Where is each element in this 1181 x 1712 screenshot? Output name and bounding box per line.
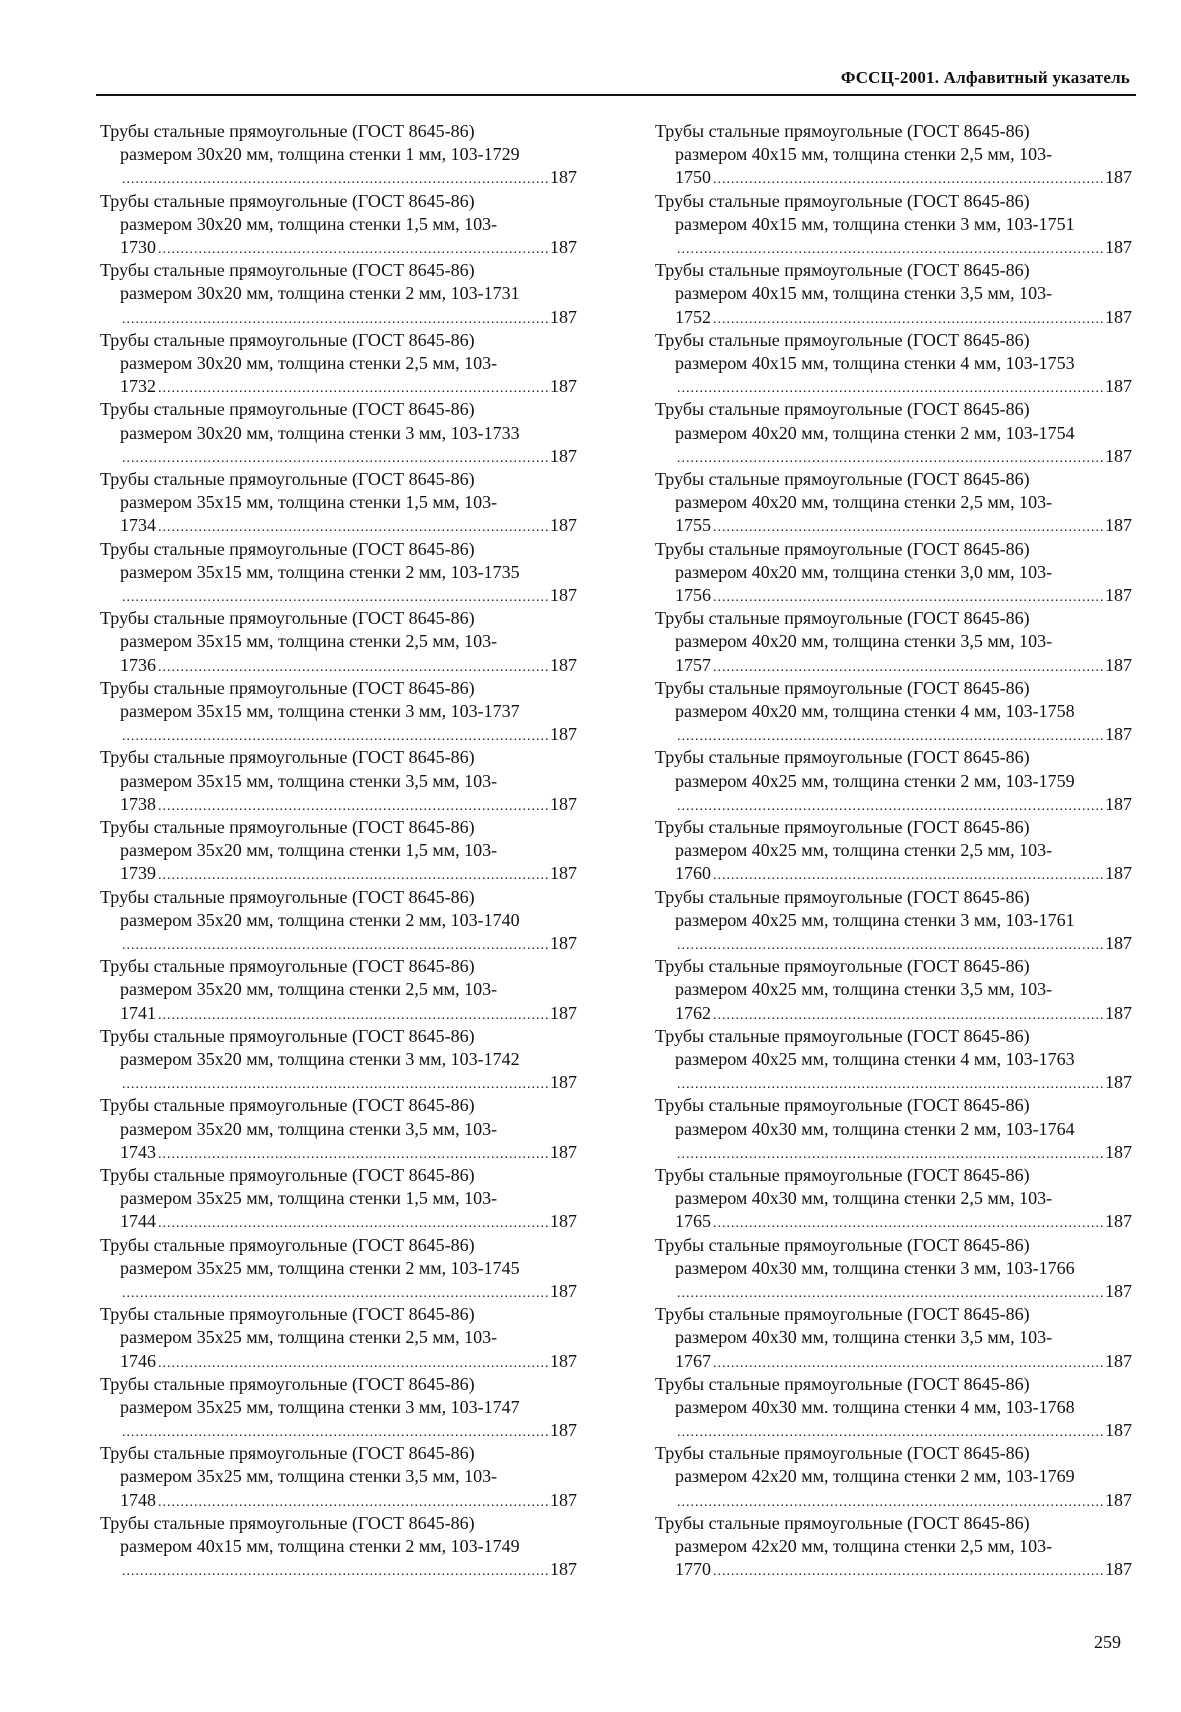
entry-title: Трубы стальные прямоугольные (ГОСТ 8645-86): [100, 1443, 475, 1464]
entry-page-ref: 187: [1105, 237, 1132, 257]
entry-leader-line: [100, 1350, 577, 1375]
index-entry: [655, 746, 1132, 816]
dot-leader: [677, 1421, 1103, 1444]
dot-leader: [158, 656, 548, 679]
entry-page-ref: 187: [550, 1489, 577, 1510]
index-entry: [100, 677, 577, 747]
index-entry: [100, 259, 577, 329]
dot-leader: [713, 656, 1103, 679]
entry-leader-line: [100, 445, 577, 470]
dot-leader: [677, 238, 1103, 261]
dot-leader: [158, 1004, 548, 1027]
entry-code-continuation: 1736: [120, 654, 156, 675]
dot-leader: [122, 1073, 548, 1096]
entry-page-ref: 187: [550, 1002, 577, 1023]
dot-leader: [713, 1352, 1103, 1375]
entry-page-ref: 187: [1105, 515, 1132, 536]
entry-leader-line: [100, 1002, 577, 1027]
index-entry: [100, 886, 577, 956]
entry-description: размером 40х15 мм, толщина стенки 3 мм, 103-1751: [675, 213, 1075, 234]
index-entry: [100, 190, 577, 260]
entry-title: Трубы стальные прямоугольные (ГОСТ 8645-86): [655, 260, 1030, 281]
entry-description: размером 35х25 мм, толщина стенки 2 мм, 103-1745: [120, 1257, 520, 1278]
entry-title: Трубы стальные прямоугольные (ГОСТ 8645-86): [655, 1443, 1030, 1464]
entry-leader-line: [655, 1210, 1132, 1235]
dot-leader: [158, 1491, 548, 1514]
entry-leader-line: [100, 1419, 577, 1444]
entry-description: размером 40х30 мм, толщина стенки 2,5 мм, 103-: [675, 1188, 1053, 1209]
entry-code-continuation: 1748: [120, 1489, 156, 1510]
entry-description: размером 35х25 мм, толщина стенки 3,5 мм, 103-: [120, 1466, 498, 1487]
entry-description: размером 35х20 мм, толщина стенки 3 мм, 103-1742: [120, 1048, 520, 1069]
entry-description: размером 35х15 мм, толщина стенки 2 мм, 103-1735: [120, 561, 520, 582]
index-entry: [100, 1025, 577, 1095]
entry-description: размером 30х20 мм, толщина стенки 2,5 мм, 103-: [120, 352, 498, 373]
dot-leader: [713, 864, 1103, 887]
index-entry: [655, 1303, 1132, 1373]
entry-code-continuation: 1765: [675, 1211, 711, 1232]
entry-leader-line: [655, 1280, 1132, 1305]
entry-title: Трубы стальные прямоугольные (ГОСТ 8645-86): [655, 608, 1030, 629]
entry-title: Трубы стальные прямоугольные (ГОСТ 8645-86): [100, 1373, 475, 1394]
entry-leader-line: [655, 862, 1132, 887]
entry-page-ref: 187: [1105, 793, 1132, 814]
index-entry: [655, 538, 1132, 608]
entry-title: Трубы стальные прямоугольные (ГОСТ 8645-86): [655, 1234, 1030, 1255]
entry-page-ref: 187: [550, 1350, 577, 1371]
entry-description: размером 42х20 мм, толщина стенки 2 мм, 103-1769: [675, 1466, 1075, 1487]
entry-description: размером 40х30 мм, толщина стенки 3,5 мм, 103-: [675, 1327, 1053, 1348]
entry-description: размером 40х30 мм. толщина стенки 4 мм, 103-1768: [675, 1396, 1075, 1417]
entry-description: размером 40х25 мм, толщина стенки 2,5 мм, 103-: [675, 840, 1053, 861]
entry-leader-line: [655, 932, 1132, 957]
entry-description: размером 35х15 мм, толщина стенки 2,5 мм, 103-: [120, 631, 498, 652]
entry-page-ref: 187: [1105, 306, 1132, 327]
entry-description: размером 40х15 мм, толщина стенки 2 мм, 103-1749: [120, 1536, 520, 1557]
index-entry: [100, 1164, 577, 1234]
entry-page-ref: 187: [550, 932, 577, 953]
index-entry: [100, 398, 577, 468]
entry-page-ref: 187: [550, 1072, 577, 1093]
entry-title: Трубы стальные прямоугольные (ГОСТ 8645-86): [100, 399, 475, 420]
dot-leader: [158, 795, 548, 818]
entry-description: размером 40х15 мм, толщина стенки 3,5 мм, 103-: [675, 283, 1053, 304]
index-entry: [100, 468, 577, 538]
dot-leader: [677, 377, 1103, 400]
entry-title: Трубы стальные прямоугольные (ГОСТ 8645-86): [655, 329, 1030, 350]
entry-title: Трубы стальные прямоугольные (ГОСТ 8645-86): [100, 1095, 475, 1116]
entry-title: Трубы стальные прямоугольные (ГОСТ 8645-86): [100, 1512, 475, 1533]
entry-description: размером 40х25 мм, толщина стенки 3 мм, 103-1761: [675, 909, 1075, 930]
index-entry: [655, 955, 1132, 1025]
dot-leader: [677, 1073, 1103, 1096]
entry-leader-line: [100, 1558, 577, 1583]
entry-leader-line: [655, 1558, 1132, 1583]
entry-page-ref: 187: [550, 1141, 577, 1162]
entry-code-continuation: 1757: [675, 654, 711, 675]
dot-leader: [158, 864, 548, 887]
entry-title: Трубы стальные прямоугольные (ГОСТ 8645-86): [655, 399, 1030, 420]
entry-code-continuation: 1756: [675, 584, 711, 605]
index-entry: [655, 120, 1132, 190]
entry-description: размером 40х20 мм, толщина стенки 4 мм, 103-1758: [675, 700, 1075, 721]
entry-title: Трубы стальные прямоугольные (ГОСТ 8645-86): [100, 190, 475, 211]
index-column-left: [100, 120, 577, 1581]
entry-description: размером 35х15 мм, толщина стенки 3,5 мм, 103-: [120, 770, 498, 791]
entry-title: Трубы стальные прямоугольные (ГОСТ 8645-86): [100, 816, 475, 837]
index-entry: [100, 1303, 577, 1373]
index-entry: [655, 1025, 1132, 1095]
entry-leader-line: [100, 166, 577, 191]
index-entry: [655, 398, 1132, 468]
entry-page-ref: 187: [1105, 1002, 1132, 1023]
dot-leader: [122, 725, 548, 748]
dot-leader: [158, 1352, 548, 1375]
entry-title: Трубы стальные прямоугольные (ГОСТ 8645-86): [100, 956, 475, 977]
page-number: 259: [1094, 1632, 1121, 1652]
entry-code-continuation: 1750: [675, 167, 711, 188]
entry-description: размером 40х20 мм, толщина стенки 2,5 мм, 103-: [675, 492, 1053, 513]
entry-leader-line: [655, 1419, 1132, 1444]
entry-leader-line: [655, 1071, 1132, 1096]
dot-leader: [122, 586, 548, 609]
entry-leader-line: [100, 1489, 577, 1514]
entry-description: размером 35х15 мм, толщина стенки 1,5 мм, 103-: [120, 492, 498, 513]
entry-page-ref: 187: [1105, 167, 1132, 188]
entry-title: Трубы стальные прямоугольные (ГОСТ 8645-86): [655, 956, 1030, 977]
entry-description: размером 30х20 мм, толщина стенки 1 мм, 103-1729: [120, 144, 520, 165]
entry-page-ref: 187: [1105, 376, 1132, 397]
entry-description: размером 35х15 мм, толщина стенки 3 мм, 103-1737: [120, 700, 520, 721]
entry-leader-line: [100, 654, 577, 679]
entry-description: размером 35х20 мм, толщина стенки 2 мм, 103-1740: [120, 909, 520, 930]
entry-description: размером 35х25 мм, толщина стенки 1,5 мм, 103-: [120, 1188, 498, 1209]
dot-leader: [158, 377, 548, 400]
entry-title: Трубы стальные прямоугольные (ГОСТ 8645-86): [655, 1025, 1030, 1046]
entry-page-ref: 187: [550, 654, 577, 675]
dot-leader: [158, 1143, 548, 1166]
entry-description: размером 40х15 мм, толщина стенки 2,5 мм, 103-: [675, 144, 1053, 165]
entry-leader-line: [655, 654, 1132, 679]
entry-title: Трубы стальные прямоугольные (ГОСТ 8645-86): [655, 468, 1030, 489]
entry-page-ref: 187: [1105, 1141, 1132, 1162]
entry-title: Трубы стальные прямоугольные (ГОСТ 8645-86): [655, 1512, 1030, 1533]
dot-leader: [713, 516, 1103, 539]
entry-leader-line: [100, 1280, 577, 1305]
dot-leader: [122, 1282, 548, 1305]
entry-code-continuation: 1743: [120, 1141, 156, 1162]
entry-description: размером 30х20 мм, толщина стенки 3 мм, 103-1733: [120, 422, 520, 443]
dot-leader: [122, 308, 548, 331]
entry-leader-line: [655, 1002, 1132, 1027]
index-entry: [655, 468, 1132, 538]
entry-leader-line: [655, 166, 1132, 191]
index-entry: [655, 1164, 1132, 1234]
entry-description: размером 40х15 мм, толщина стенки 4 мм, 103-1753: [675, 352, 1075, 373]
dot-leader: [677, 1143, 1103, 1166]
entry-leader-line: [100, 1071, 577, 1096]
dot-leader: [122, 1560, 548, 1583]
entry-title: Трубы стальные прямоугольные (ГОСТ 8645-86): [655, 886, 1030, 907]
entry-page-ref: 187: [1105, 1559, 1132, 1580]
dot-leader: [122, 1421, 548, 1444]
entry-leader-line: [655, 793, 1132, 818]
entry-code-continuation: 1730: [120, 237, 156, 257]
index-entry: [655, 259, 1132, 329]
index-entry: [655, 677, 1132, 747]
entry-page-ref: 187: [550, 1559, 577, 1580]
index-entry: [100, 329, 577, 399]
dot-leader: [122, 447, 548, 470]
index-entry: [100, 538, 577, 608]
entry-title: Трубы стальные прямоугольные (ГОСТ 8645-86): [100, 886, 475, 907]
entry-code-continuation: 1734: [120, 515, 156, 536]
index-entry: [655, 1442, 1132, 1512]
entry-description: размером 40х30 мм, толщина стенки 3 мм, 103-1766: [675, 1257, 1075, 1278]
entry-page-ref: 187: [550, 863, 577, 884]
entry-leader-line: [655, 236, 1132, 261]
entry-leader-line: [655, 445, 1132, 470]
entry-title: Трубы стальные прямоугольные (ГОСТ 8645-86): [655, 677, 1030, 698]
entry-leader-line: [100, 1141, 577, 1166]
entry-leader-line: [655, 375, 1132, 400]
dot-leader: [713, 168, 1103, 191]
entry-leader-line: [100, 584, 577, 609]
dot-leader: [677, 795, 1103, 818]
index-entry: [655, 816, 1132, 886]
entry-page-ref: 187: [550, 167, 577, 188]
index-entry: [655, 886, 1132, 956]
entry-description: размером 40х20 мм, толщина стенки 3,0 мм, 103-: [675, 561, 1053, 582]
entry-description: размером 35х25 мм, толщина стенки 2,5 мм, 103-: [120, 1327, 498, 1348]
entry-leader-line: [655, 1350, 1132, 1375]
entry-leader-line: [100, 862, 577, 887]
entry-title: Трубы стальные прямоугольные (ГОСТ 8645-86): [655, 1304, 1030, 1325]
index-entry: [100, 1094, 577, 1164]
entry-page-ref: 187: [550, 237, 577, 257]
entry-title: Трубы стальные прямоугольные (ГОСТ 8645-86): [100, 329, 475, 350]
entry-title: Трубы стальные прямоугольные (ГОСТ 8645-86): [100, 1304, 475, 1325]
entry-description: размером 35х20 мм, толщина стенки 1,5 мм, 103-: [120, 840, 498, 861]
entry-page-ref: 187: [1105, 724, 1132, 745]
entry-description: размером 40х30 мм, толщина стенки 2 мм, 103-1764: [675, 1118, 1075, 1139]
entry-title: Трубы стальные прямоугольные (ГОСТ 8645-86): [100, 260, 475, 281]
index-entry: [655, 1234, 1132, 1304]
entry-page-ref: 187: [1105, 654, 1132, 675]
entry-title: Трубы стальные прямоугольные (ГОСТ 8645-86): [655, 747, 1030, 768]
entry-leader-line: [100, 514, 577, 539]
entry-page-ref: 187: [1105, 584, 1132, 605]
entry-description: размером 40х25 мм, толщина стенки 2 мм, 103-1759: [675, 770, 1075, 791]
entry-page-ref: 187: [550, 306, 577, 327]
entry-title: Трубы стальные прямоугольные (ГОСТ 8645-86): [100, 677, 475, 698]
index-entry: [100, 1442, 577, 1512]
dot-leader: [677, 934, 1103, 957]
entry-code-continuation: 1738: [120, 793, 156, 814]
entry-code-continuation: 1760: [675, 863, 711, 884]
entry-page-ref: 187: [1105, 1280, 1132, 1301]
index-entry: [100, 1512, 577, 1582]
entry-leader-line: [655, 1489, 1132, 1514]
dot-leader: [677, 725, 1103, 748]
entry-leader-line: [100, 932, 577, 957]
entry-page-ref: 187: [550, 724, 577, 745]
entry-code-continuation: 1744: [120, 1211, 156, 1232]
dot-leader: [713, 1212, 1103, 1235]
entry-description: размером 35х20 мм, толщина стенки 2,5 мм, 103-: [120, 979, 498, 1000]
entry-page-ref: 187: [550, 1420, 577, 1441]
dot-leader: [713, 1560, 1103, 1583]
entry-description: размером 40х20 мм, толщина стенки 3,5 мм, 103-: [675, 631, 1053, 652]
index-entry: [100, 816, 577, 886]
index-entry: [100, 1373, 577, 1443]
entry-description: размером 30х20 мм, толщина стенки 2 мм, 103-1731: [120, 283, 520, 304]
entry-page-ref: 187: [1105, 932, 1132, 953]
entry-title: Трубы стальные прямоугольные (ГОСТ 8645-86): [655, 1373, 1030, 1394]
entry-page-ref: 187: [1105, 1420, 1132, 1441]
entry-leader-line: [100, 236, 577, 261]
entry-leader-line: [655, 1141, 1132, 1166]
entry-title: Трубы стальные прямоугольные (ГОСТ 8645-86): [100, 1025, 475, 1046]
index-entry: [655, 1094, 1132, 1164]
dot-leader: [677, 1491, 1103, 1514]
index-entry: [655, 190, 1132, 260]
entry-code-continuation: 1732: [120, 376, 156, 397]
dot-leader: [713, 308, 1103, 331]
entry-page-ref: 187: [550, 793, 577, 814]
entry-page-ref: 187: [1105, 1489, 1132, 1510]
index-entry: [100, 607, 577, 677]
entry-code-continuation: 1767: [675, 1350, 711, 1371]
entry-code-continuation: 1739: [120, 863, 156, 884]
entry-description: размером 40х25 мм, толщина стенки 3,5 мм, 103-: [675, 979, 1053, 1000]
entry-leader-line: [100, 1210, 577, 1235]
dot-leader: [122, 934, 548, 957]
dot-leader: [677, 1282, 1103, 1305]
entry-code-continuation: 1746: [120, 1350, 156, 1371]
entry-description: размером 40х25 мм, толщина стенки 4 мм, 103-1763: [675, 1048, 1075, 1069]
entry-code-continuation: 1755: [675, 515, 711, 536]
entry-code-continuation: 1762: [675, 1002, 711, 1023]
entry-description: размером 42х20 мм, толщина стенки 2,5 мм, 103-: [675, 1536, 1053, 1557]
index-entry: [100, 1234, 577, 1304]
entry-code-continuation: 1752: [675, 306, 711, 327]
entry-page-ref: 187: [1105, 1211, 1132, 1232]
entry-page-ref: 187: [550, 376, 577, 397]
entry-leader-line: [655, 306, 1132, 331]
entry-page-ref: 187: [550, 584, 577, 605]
entry-page-ref: 187: [550, 1211, 577, 1232]
entry-page-ref: 187: [550, 515, 577, 536]
entry-leader-line: [655, 723, 1132, 748]
entry-leader-line: [655, 514, 1132, 539]
index-entry: [655, 329, 1132, 399]
entry-leader-line: [100, 793, 577, 818]
index-entry: [100, 120, 577, 190]
dot-leader: [713, 1004, 1103, 1027]
entry-code-continuation: 1770: [675, 1559, 711, 1580]
entry-title: Трубы стальные прямоугольные (ГОСТ 8645-86): [100, 1234, 475, 1255]
entry-page-ref: 187: [550, 1280, 577, 1301]
entry-title: Трубы стальные прямоугольные (ГОСТ 8645-86): [655, 121, 1030, 141]
dot-leader: [158, 516, 548, 539]
entry-page-ref: 187: [550, 445, 577, 466]
entry-title: Трубы стальные прямоугольные (ГОСТ 8645-86): [100, 121, 475, 141]
entry-description: размером 35х25 мм, толщина стенки 3 мм, 103-1747: [120, 1396, 520, 1417]
dot-leader: [158, 238, 548, 261]
entry-description: размером 35х20 мм, толщина стенки 3,5 мм, 103-: [120, 1118, 498, 1139]
entry-title: Трубы стальные прямоугольные (ГОСТ 8645-86): [655, 1095, 1030, 1116]
entry-title: Трубы стальные прямоугольные (ГОСТ 8645-86): [100, 468, 475, 489]
dot-leader: [158, 1212, 548, 1235]
entry-title: Трубы стальные прямоугольные (ГОСТ 8645-86): [655, 190, 1030, 211]
entry-page-ref: 187: [1105, 1072, 1132, 1093]
index-column-right: [655, 120, 1132, 1581]
entry-code-continuation: 1741: [120, 1002, 156, 1023]
entry-title: Трубы стальные прямоугольные (ГОСТ 8645-86): [100, 538, 475, 559]
entry-leader-line: [655, 584, 1132, 609]
entry-page-ref: 187: [1105, 445, 1132, 466]
index-entry: [655, 607, 1132, 677]
entry-description: размером 40х20 мм, толщина стенки 2 мм, 103-1754: [675, 422, 1075, 443]
dot-leader: [677, 447, 1103, 470]
dot-leader: [122, 168, 548, 191]
index-entry: [100, 955, 577, 1025]
entry-leader-line: [100, 375, 577, 400]
entry-page-ref: 187: [1105, 1350, 1132, 1371]
running-header: [96, 66, 1136, 96]
entry-title: Трубы стальные прямоугольные (ГОСТ 8645-86): [655, 538, 1030, 559]
entry-title: Трубы стальные прямоугольные (ГОСТ 8645-86): [100, 1164, 475, 1185]
entry-description: размером 30х20 мм, толщина стенки 1,5 мм, 103-: [120, 213, 498, 234]
index-entry: [655, 1512, 1132, 1582]
index-entry: [655, 1373, 1132, 1443]
index-entry: [100, 746, 577, 816]
entry-leader-line: [100, 723, 577, 748]
header-title: ФССЦ-2001. Алфавитный указатель: [840, 68, 1130, 87]
entry-page-ref: 187: [1105, 863, 1132, 884]
entry-title: Трубы стальные прямоугольные (ГОСТ 8645-86): [655, 816, 1030, 837]
entry-title: Трубы стальные прямоугольные (ГОСТ 8645-86): [100, 608, 475, 629]
entry-title: Трубы стальные прямоугольные (ГОСТ 8645-86): [655, 1164, 1030, 1185]
dot-leader: [713, 586, 1103, 609]
entry-leader-line: [100, 306, 577, 331]
entry-title: Трубы стальные прямоугольные (ГОСТ 8645-86): [100, 747, 475, 768]
